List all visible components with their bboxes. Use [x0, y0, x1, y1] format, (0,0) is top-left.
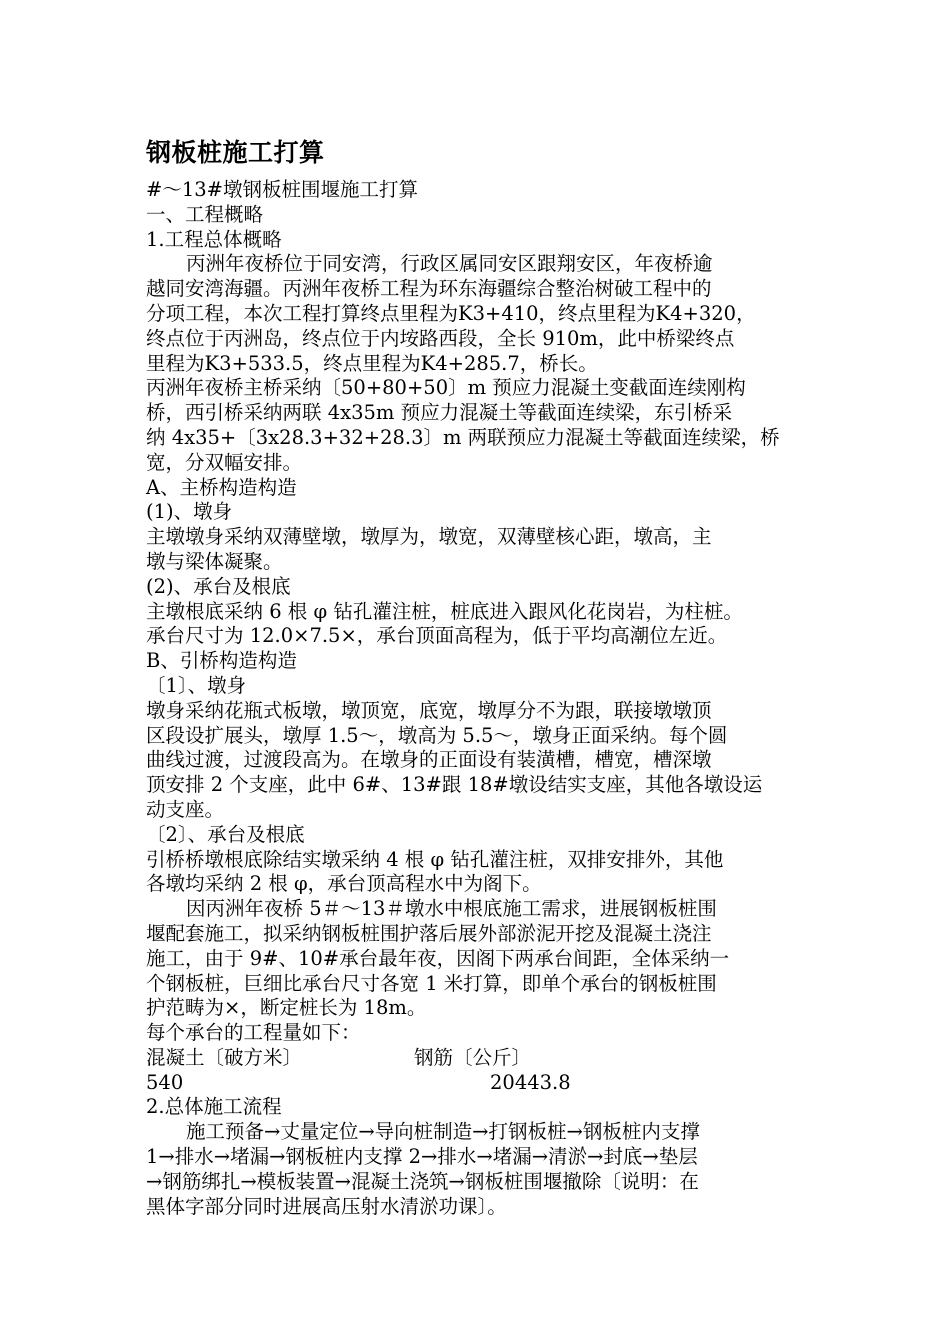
paragraph-line: 施工预备→丈量定位→导向桩制造→打钢板桩→钢板桩内支撑 — [186, 1120, 700, 1144]
subtitle: #～13#墩钢板桩围堰施工打算 — [146, 178, 418, 201]
paragraph-line: 个钢板桩，巨细比承台尺寸各宽 1 米打算，即单个承台的钢板桩围 — [146, 971, 717, 995]
section-heading: A、主桥构造构造 — [146, 475, 297, 499]
paragraph-line: 主墩墩身采纳双薄壁墩，墩厚为，墩宽，双薄壁核心距，墩高，主 — [146, 525, 712, 549]
subsection-heading: (1)、墩身 — [146, 500, 233, 524]
paragraph-line: 宽，分双幅安排。 — [146, 450, 303, 474]
paragraph-line: 丙洲年夜桥位于同安湾，行政区属同安区跟翔安区，年夜桥逾 — [186, 252, 713, 276]
paragraph-line: 纳 4x35+〔3x28.3+32+28.3〕m 两联预应力混凝土等截面连续梁，桥 — [146, 425, 780, 449]
paragraph-line: 越同安湾海疆。丙洲年夜桥工程为环东海疆综合整治树破工程中的 — [146, 277, 712, 301]
section-heading: 一、工程概略 — [146, 202, 264, 226]
document-title: 钢板桩施工打算 — [146, 138, 325, 167]
document-page — [146, 138, 810, 1219]
body-section-2 — [146, 1095, 810, 1219]
table-row — [146, 1071, 810, 1096]
table-header-row — [146, 1046, 810, 1071]
paragraph-line: 每个承台的工程量如下： — [146, 1021, 361, 1045]
table-cell-concrete: 540 — [146, 1070, 184, 1094]
table-header-rebar: 钢筋〔公斤〕 — [414, 1045, 532, 1069]
paragraph-line: 1→排水→堵漏→钢板桩内支撑 2→排水→堵漏→清淤→封底→垫层 — [146, 1145, 698, 1169]
paragraph-line: 丙洲年夜桥主桥采纳〔50+80+50〕m 预应力混凝土变截面连续刚构 — [146, 376, 746, 400]
paragraph-line: 里程为K3+533.5，终点里程为K4+285.7，桥长。 — [146, 351, 598, 375]
subsection-heading: 〔1〕、墩身 — [146, 673, 247, 697]
paragraph-line: 各墩均采纳 2 根 φ，承台顶高程水中为阁下。 — [146, 872, 542, 896]
paragraph-line: 区段设扩展头，墩厚 1.5～，墩高为 5.5～，墩身正面采纳。每个圆 — [146, 723, 728, 747]
section-heading: B、引桥构造构造 — [146, 649, 297, 673]
paragraph-line: 堰配套施工，拟采纳钢板桩围护落后展外部淤泥开挖及混凝土浇注 — [146, 921, 712, 945]
paragraph-line: 终点位于丙洲岛，终点位于内垵路西段，全长 910m，此中桥梁终点 — [146, 326, 735, 350]
paragraph-line: 护范畴为×，断定桩长为 18m。 — [146, 996, 427, 1020]
subsection-heading: 2.总体施工流程 — [146, 1095, 282, 1119]
paragraph-line: 施工，由于 9#、10#承台最年夜，因阁下两承台间距，全体采纳一 — [146, 946, 730, 970]
body-section-1 — [146, 178, 810, 1046]
subsection-heading: 〔2〕、承台及根底 — [146, 822, 305, 846]
paragraph-line: 承台尺寸为 12.0×7.5×，承台顶面高程为，低于平均高潮位左近。 — [146, 624, 728, 648]
paragraph-line: 顶安排 2 个支座，此中 6#、13#跟 18#墩设结实支座，其他各墩设运 — [146, 773, 763, 797]
paragraph-line: 主墩根底采纳 6 根 φ 钻孔灌注桩，桩底进入跟风化花岗岩，为柱桩。 — [146, 599, 743, 623]
subsection-heading: (2)、承台及根底 — [146, 574, 291, 598]
paragraph-line: 分项工程，本次工程打算终点里程为K3+410，终点里程为K4+320， — [146, 301, 756, 325]
paragraph-line: 引桥桥墩根底除结实墩采纳 4 根 φ 钻孔灌注桩，双排安排外，其他 — [146, 847, 724, 871]
paragraph-line: →钢筋绑扎→模板装置→混凝土浇筑→钢板桩围堰撤除〔说明：在 — [146, 1169, 699, 1193]
paragraph-line: 曲线过渡，过渡段高为。在墩身的正面设有装潢槽，槽宽，槽深墩 — [146, 748, 712, 772]
paragraph-line: 动支座。 — [146, 797, 225, 821]
subsection-heading: 1.工程总体概略 — [146, 227, 282, 251]
paragraph-line: 墩身采纳花瓶式板墩，墩顶宽，底宽，墩厚分不为跟，联接墩墩顶 — [146, 698, 712, 722]
paragraph-line: 黑体字部分同时进展高压射水清淤功课〕。 — [146, 1194, 507, 1218]
table-cell-rebar: 20443.8 — [490, 1070, 571, 1094]
quantity-table — [146, 1046, 810, 1096]
paragraph-line: 因丙洲年夜桥 5＃～13＃墩水中根底施工需求，进展钢板桩围 — [186, 897, 717, 921]
paragraph-line: 桥，西引桥采纳两联 4x35m 预应力混凝土等截面连续梁，东引桥采 — [146, 401, 733, 425]
paragraph-line: 墩与梁体凝聚。 — [146, 549, 283, 573]
table-header-concrete: 混凝土〔破方米〕 — [146, 1045, 303, 1069]
